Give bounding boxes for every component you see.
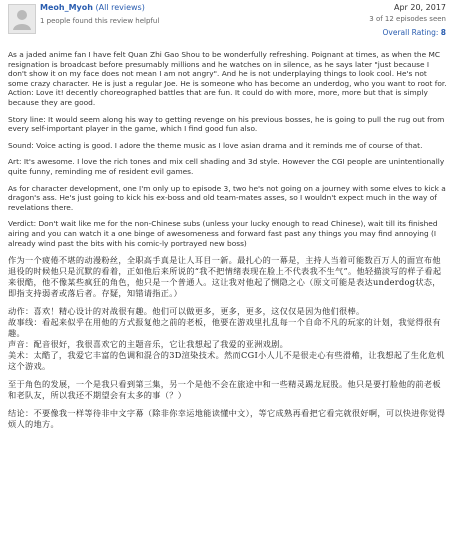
review-date: Apr 20, 2017 [393,3,446,12]
review-intro [8,50,448,108]
intro-text: As a jaded anime fan I have felt Quan Zhi Gao Shou to be wonderfully refreshing. Poignant at times, as when the MC resignation is broadcast before presumably millions and he watches on in silence, as he says later "just because I don't show it on my face does not mean I am not angry". And he is not underplaying things to look cool. He's not some crazy character. He is just a regular Joe. He is someone who has become an underdog, who you want to root for. [8,50,447,88]
cn-sound-text: 声音：配音很好，我很喜欢它的主题音乐，它让我想起了我爱的亚洲戏剧。 [8,339,289,350]
cn-art-text: 美术：太酷了，我爱它丰富的色调和混合的3D渲染技术。然而CGI小人儿不是很走心有些滑稽，让我想起了生化危机这个游戏。 [8,350,445,372]
cn-verdict-paragraph: 结论：不要像我一样等待非中文字幕（除非你幸运地能读懂中文），等它成熟再看把它看完就很好啊，可以快进你觉得烦人的地方。 [8,408,446,430]
verdict-paragraph: Verdict: Don't wait like me for the non-Chinese subs (unless your lucky enough to read Chinese), wait till its finished airing and you can watch it a one binge of awesomeness and forward fast past any things you may find annoying (I already wind past the bits with his comic-ly portrayed new boss) [8,219,438,248]
art-paragraph: Art: It's awesome. I love the rich tones and mix cell shading and 3d style. However the CGI people are unintentionally quite funny, reminding me of resident evil games. [8,157,445,176]
character-paragraph: As for character development, one I'm only up to episode 3, two he's not going on a journey with some elves to kick a dragon's ass. He's just going to kick his ex-boss and old team-mates asses, so I wouldn't expect much in the way of revelations there. [8,183,446,212]
helpful-count: 1 people found this review helpful [40,17,160,25]
avatar[interactable] [8,4,36,34]
username-line [40,3,145,12]
cn-action-text: 动作：喜欢！精心设计的对战很有趣。他们可以做更多，更多，更多，这仅仅是因为他们很棒。 [8,306,365,317]
user-avatar-icon [12,8,32,30]
all-reviews-link[interactable]: (All reviews) [95,3,145,12]
episodes-seen: 3 of 12 episodes seen [369,15,446,23]
overall-rating [382,28,446,37]
cn-story-text: 故事线：看起来似乎在用他的方式报复他之前的老板，他要在游戏里扎乱每一个自命不凡的玩家的计划，我觉得很有趣。 [8,317,441,339]
review-body [8,50,448,437]
rating-label: Overall Rating: [382,28,439,37]
cn-character-paragraph: 至于角色的发展，一个是我只看到第三集，另一个是他不会在旅途中和一些精灵踢龙屁股。他只是要打脸他的前老板和老队友，所以我还不期望会有太多的事（？） [8,379,441,401]
action-text: Action: Love it! decently choreographed battles that are fun. It could do with more, more, more but that is simply because they are good. [8,88,428,107]
story-paragraph: Story line: It would seem along his way to getting revenge on his previous bosses, he is going to pull the rug out from every self-important player in the game, which I find good fun also. [8,114,445,134]
review-header [0,0,454,46]
cn-intro-paragraph: 作为一个疲倦不堪的动漫粉丝，全职高手真是让人耳目一新。最扎心的一幕是，主持人当着可能数百万人的面宣布他退役的时候他只是沉默的看着，正如他后来所说的“我不把情绪表现在脸上不代表我不生气”。他轻描淡写的样子看起来很酷，他不像某些疯狂的角色，他只是一个普通人。这让我对他起了恻隐之心（原文可能是表达underdog状态，即指支持弱者或落后者。存疑，知错请指正。） [8,255,442,299]
rating-value: 8 [440,28,446,37]
username-link[interactable]: Meoh_Myoh [40,3,93,12]
cn-scores-paragraph [8,306,448,372]
sound-paragraph: Sound: Voice acting is good. I adore the theme music as I love asian drama and it reminds me of course of that. [8,140,423,150]
